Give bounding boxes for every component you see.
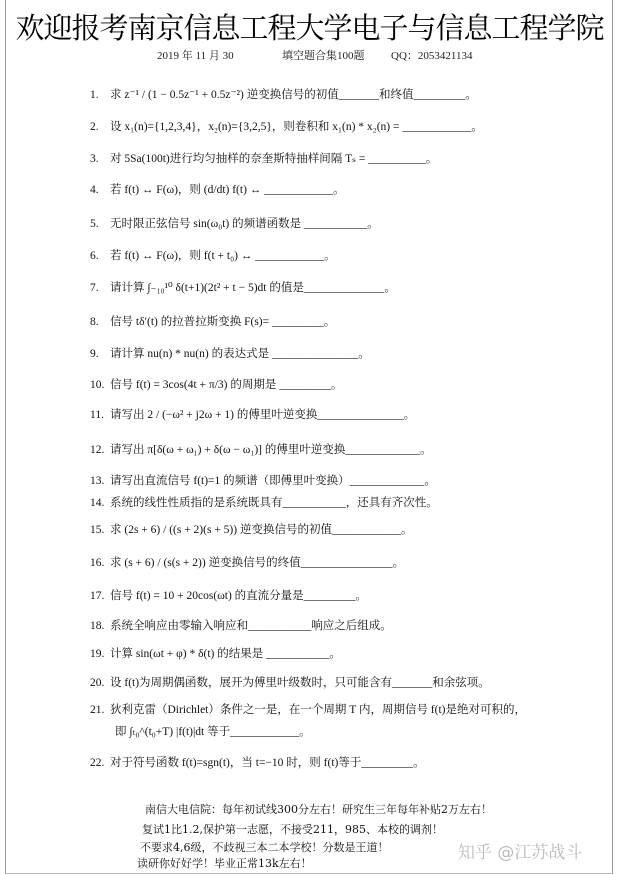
question-item [90, 674, 490, 690]
question-number: 10. [90, 379, 105, 391]
question-text: 请计算 nu(n) * nu(n) 的表达式是 _______________。 [110, 348, 370, 360]
page-title: 欢迎报考南京信息工程大学电子与信息工程学院 [15, 11, 604, 45]
header-collection: 填空题合集100题 [282, 50, 365, 62]
question-21-continuation: 即 ∫ₜ₀^(t₀+T) |f(t)|dt 等于____________。 [115, 726, 311, 738]
question-item [90, 118, 483, 134]
question-text: 设 f(t)为周期偶函数，展开为傅里叶级数时，只可能含有_______和余弦项。 [110, 677, 490, 689]
question-number: 9. [90, 348, 99, 360]
question-text: 求 (s + 6) / (s(s + 2)) 逆变换信号的终值________________。 [110, 557, 405, 569]
question-item [90, 441, 432, 457]
question-text: 系统的线性性质指的是系统既具有___________，还具有齐次性。 [110, 497, 438, 509]
question-number: 22. [90, 757, 105, 769]
question-number: 16. [90, 557, 105, 569]
question-text: 若 f(t) ↔ F(ω)，则 (d/dt) f(t) ↔ ____________。 [110, 184, 345, 196]
header-qq: QQ：2053421134 [391, 50, 473, 62]
question-item [90, 406, 415, 422]
question-number: 15. [90, 524, 105, 536]
question-text: 系统全响应由零输入响应和___________响应之后组成。 [110, 620, 392, 632]
question-item [90, 345, 370, 361]
footer-line: 不要求4,6级，不歧视三本二本学校！分数是王道！ [140, 841, 389, 854]
question-item [90, 617, 392, 633]
question-number: 4. [90, 184, 99, 196]
question-number: 11. [90, 409, 104, 421]
question-text: 若 f(t) ↔ F(ω)，则 f(t + t₀) ↔ ____________。 [110, 250, 336, 262]
question-item [90, 313, 335, 329]
question-item [90, 701, 526, 717]
question-item [90, 181, 345, 197]
question-item [90, 215, 379, 231]
watermark: 知乎 @江苏战斗 [458, 843, 583, 863]
question-text: 请计算 ∫₋₁₀¹⁰ δ(t+1)(2t² + t − 5)dt 的值是______________。 [110, 282, 396, 294]
footer-line: 南信大电信院：每年初试线300分左右！研究生三年每年补贴2万左右！ [145, 803, 492, 816]
question-number: 21. [90, 704, 105, 716]
footer-line: 复试1比1.2,保护第一志愿，不接受211，985、本校的调剂！ [142, 823, 443, 836]
question-number: 13. [90, 475, 105, 487]
question-number: 3. [90, 153, 99, 165]
question-item [90, 494, 438, 510]
question-item [90, 376, 342, 392]
question-item [90, 554, 404, 570]
question-text: 计算 sin(ωt + φ) * δ(t) 的结果是 ___________。 [110, 648, 341, 660]
question-text: 设 x₁(n)={1,2,3,4}，x₂(n)={3,2,5}，则卷积和 x₁(n) * x₂(n) = ____________。 [110, 121, 483, 133]
question-number: 8. [90, 316, 99, 328]
question-item [90, 645, 341, 661]
question-text: 无时限正弦信号 sin(ω₀t) 的频谱函数是 ___________。 [110, 218, 379, 230]
question-text: 请写出 2 / (−ω² + j2ω + 1) 的傅里叶逆变换_______________。 [110, 409, 416, 421]
question-text: 请写出直流信号 f(t)=1 的频谱（即傅里叶变换）_____________。 [110, 475, 436, 487]
question-number: 6. [90, 250, 99, 262]
question-number: 19. [90, 648, 105, 660]
question-text: 信号 tδ′(t) 的拉普拉斯变换 F(s)= _________。 [110, 316, 336, 328]
question-text: 信号 f(t) = 3cos(4t + π/3) 的周期是 _________。 [110, 379, 343, 391]
question-text: 请写出 π[δ(ω + ω₁) + δ(ω − ω₁)] 的傅里叶逆变换_____________。 [110, 444, 432, 456]
question-text: 对于符号函数 f(t)=sgn(t)，当 t=−10 时，则 f(t)等于_________。 [110, 757, 425, 769]
question-number: 18. [90, 620, 105, 632]
question-item [90, 247, 336, 263]
question-item [90, 587, 367, 603]
question-item [90, 150, 437, 166]
question-text: 求 (2s + 6) / ((s + 2)(s + 5)) 逆变换信号的初值____________。 [110, 524, 413, 536]
question-number: 17. [90, 590, 105, 602]
question-item [90, 86, 477, 102]
question-item [90, 472, 436, 488]
question-text: 求 z⁻¹ / (1 − 0.5z⁻¹ + 0.5z⁻²) 逆变换信号的初值_______和终值_________。 [110, 89, 477, 101]
question-number: 7. [90, 282, 99, 294]
question-number: 14. [90, 497, 105, 509]
question-number: 1. [90, 89, 99, 101]
footer-line: 读研你好好学！毕业正常13k左右！ [137, 857, 312, 870]
question-number: 20. [90, 677, 105, 689]
question-text: 对 5Sa(100t)进行均匀抽样的奈奎斯特抽样间隔 Tₛ = __________。 [110, 153, 438, 165]
question-text: 信号 f(t) = 10 + 20cos(ωt) 的直流分量是_________。 [110, 590, 367, 602]
question-number: 12. [90, 444, 105, 456]
question-number: 2. [90, 121, 99, 133]
question-item [90, 279, 396, 295]
question-text: 狄利克雷（Dirichlet）条件之一是，在一个周期 T 内，周期信号 f(t)是绝对可积的， [110, 704, 526, 716]
question-item [90, 754, 425, 770]
question-number: 5. [90, 218, 99, 230]
question-item [90, 521, 412, 537]
header-date: 2019 年 11 月 30 [157, 50, 234, 62]
